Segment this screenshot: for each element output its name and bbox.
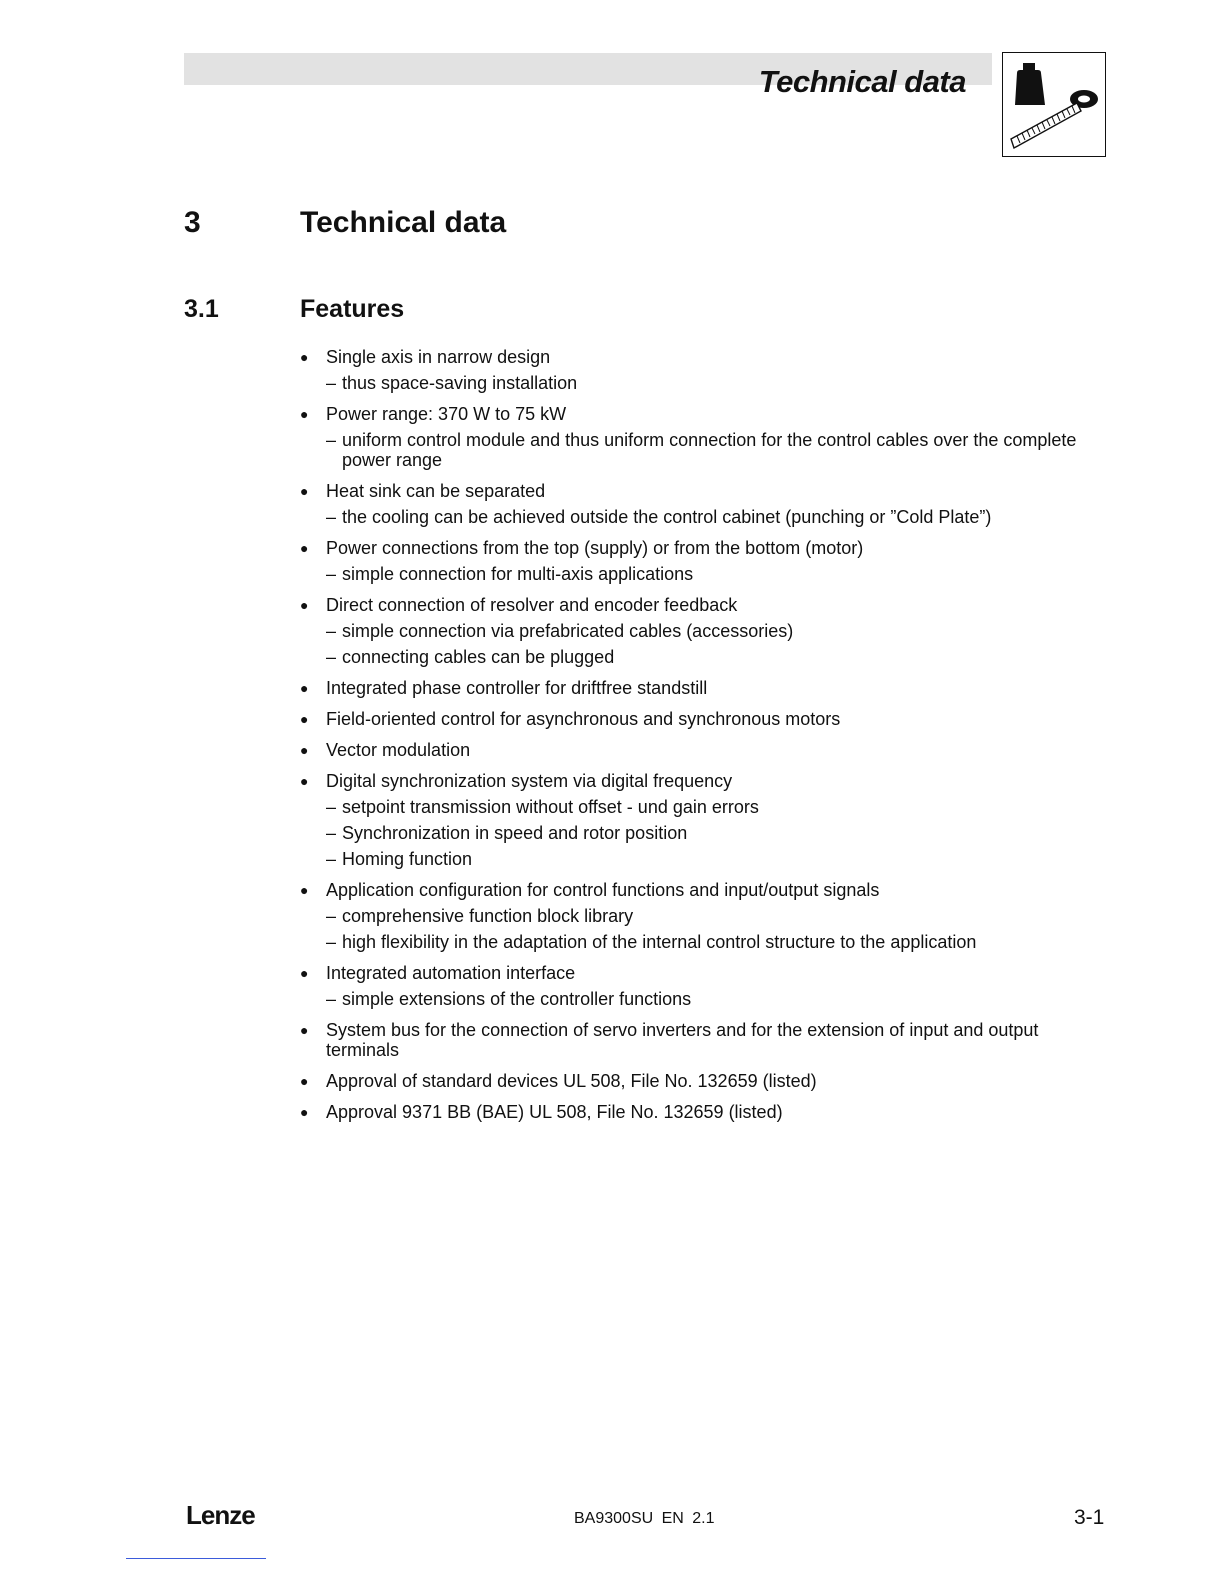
sub-feature-text: simple extensions of the controller functions bbox=[342, 989, 692, 1009]
bullet-icon: ● bbox=[300, 965, 309, 981]
sub-feature-text: Synchronization in speed and rotor position bbox=[342, 823, 688, 843]
sub-feature-text: uniform control module and thus uniform connection for the control cables over the complete power range bbox=[342, 430, 1077, 470]
feature-item bbox=[300, 1102, 1100, 1122]
feature-item bbox=[300, 709, 1100, 729]
sub-feature-item bbox=[326, 373, 1100, 393]
dash-icon: – bbox=[326, 989, 337, 1009]
dash-icon: – bbox=[326, 564, 337, 584]
sub-feature-item bbox=[326, 647, 1100, 667]
sub-feature-list bbox=[326, 507, 1100, 527]
bullet-icon: ● bbox=[300, 1104, 309, 1120]
feature-item bbox=[300, 1071, 1100, 1091]
feature-item bbox=[300, 481, 1100, 527]
lenze-logo: Lenze bbox=[186, 1500, 255, 1530]
bullet-icon: ● bbox=[300, 1022, 309, 1038]
sub-feature-item bbox=[326, 932, 1100, 952]
feature-item bbox=[300, 771, 1100, 869]
sub-feature-text: thus space-saving installation bbox=[342, 373, 578, 393]
sub-feature-list bbox=[326, 797, 1100, 869]
sub-feature-text: setpoint transmission without offset - und gain errors bbox=[342, 797, 759, 817]
feature-item bbox=[300, 880, 1100, 952]
feature-item bbox=[300, 963, 1100, 1009]
feature-text: Approval 9371 BB (BAE) UL 508, File No. 132659 (listed) bbox=[326, 1102, 783, 1122]
feature-text: Direct connection of resolver and encoder feedback bbox=[326, 595, 738, 615]
feature-text: Power range: 370 W to 75 kW bbox=[326, 404, 567, 424]
page-number: 3-1 bbox=[1074, 1506, 1105, 1529]
sub-feature-item bbox=[326, 797, 1100, 817]
feature-item bbox=[300, 740, 1100, 760]
dash-icon: – bbox=[326, 373, 337, 393]
dash-icon: – bbox=[326, 932, 337, 952]
dash-icon: – bbox=[326, 647, 337, 667]
chapter-title: Technical data bbox=[300, 206, 507, 239]
sub-feature-text: simple connection for multi-axis applications bbox=[342, 564, 694, 584]
bullet-icon: ● bbox=[300, 882, 309, 898]
feature-text: Approval of standard devices UL 508, File No. 132659 (listed) bbox=[326, 1071, 817, 1091]
feature-text: Vector modulation bbox=[326, 740, 471, 760]
sub-feature-item bbox=[326, 989, 1100, 1009]
section-title: Features bbox=[300, 295, 405, 323]
bullet-icon: ● bbox=[300, 711, 309, 727]
running-header-title: Technical data bbox=[758, 64, 966, 99]
sub-feature-list bbox=[326, 621, 1100, 667]
document-id: BA9300SU EN 2.1 bbox=[574, 1510, 715, 1527]
dash-icon: – bbox=[326, 621, 337, 641]
bullet-icon: ● bbox=[300, 406, 309, 422]
feature-item bbox=[300, 678, 1100, 698]
feature-text: Integrated automation interface bbox=[326, 963, 576, 983]
feature-item bbox=[300, 404, 1100, 470]
sub-feature-list bbox=[326, 906, 1100, 952]
sub-feature-list bbox=[326, 989, 1100, 1009]
dash-icon: – bbox=[326, 430, 337, 450]
feature-list bbox=[300, 347, 1100, 1133]
bullet-icon: ● bbox=[300, 349, 309, 365]
footer-rule bbox=[126, 1558, 266, 1559]
feature-text: Field-oriented control for asynchronous and synchronous motors bbox=[326, 709, 841, 729]
feature-text: Single axis in narrow design bbox=[326, 347, 551, 367]
feature-text: Application configuration for control functions and input/output signals bbox=[326, 880, 880, 900]
sub-feature-text: connecting cables can be plugged bbox=[342, 647, 615, 667]
weight-and-measuring-tape-icon bbox=[1002, 52, 1106, 157]
sub-feature-text: Homing function bbox=[342, 849, 473, 869]
sub-feature-text: high flexibility in the adaptation of the internal control structure to the application bbox=[342, 932, 977, 952]
dash-icon: – bbox=[326, 906, 337, 926]
sub-feature-list bbox=[326, 564, 1100, 584]
feature-item bbox=[300, 1020, 1100, 1060]
feature-text: Integrated phase controller for driftfree standstill bbox=[326, 678, 708, 698]
sub-feature-item bbox=[326, 849, 1100, 869]
sub-feature-text: simple connection via prefabricated cables (accessories) bbox=[342, 621, 794, 641]
sub-feature-item bbox=[326, 823, 1100, 843]
dash-icon: – bbox=[326, 823, 337, 843]
sub-feature-item bbox=[326, 564, 1100, 584]
sub-feature-text: the cooling can be achieved outside the control cabinet (punching or ”Cold Plate”) bbox=[342, 507, 992, 527]
bullet-icon: ● bbox=[300, 483, 309, 499]
sub-feature-item bbox=[326, 906, 1100, 926]
bullet-icon: ● bbox=[300, 742, 309, 758]
feature-item bbox=[300, 595, 1100, 667]
feature-item bbox=[300, 538, 1100, 584]
dash-icon: – bbox=[326, 849, 337, 869]
chapter-number: 3 bbox=[184, 206, 201, 239]
sub-feature-item bbox=[326, 507, 1100, 527]
sub-feature-list bbox=[326, 430, 1100, 470]
dash-icon: – bbox=[326, 797, 337, 817]
bullet-icon: ● bbox=[300, 597, 309, 613]
feature-text: Digital synchronization system via digital frequency bbox=[326, 771, 733, 791]
bullet-icon: ● bbox=[300, 1073, 309, 1089]
dash-icon: – bbox=[326, 507, 337, 527]
feature-item bbox=[300, 347, 1100, 393]
sub-feature-item bbox=[326, 621, 1100, 641]
section-number: 3.1 bbox=[184, 295, 219, 323]
sub-feature-list bbox=[326, 373, 1100, 393]
feature-text: Heat sink can be separated bbox=[326, 481, 546, 501]
sub-feature-text: comprehensive function block library bbox=[342, 906, 634, 926]
bullet-icon: ● bbox=[300, 540, 309, 556]
feature-text: Power connections from the top (supply) or from the bottom (motor) bbox=[326, 538, 864, 558]
sub-feature-item bbox=[326, 430, 1100, 470]
feature-text: System bus for the connection of servo inverters and for the extension of input and output terminals bbox=[326, 1020, 1039, 1060]
bullet-icon: ● bbox=[300, 680, 309, 696]
bullet-icon: ● bbox=[300, 773, 309, 789]
